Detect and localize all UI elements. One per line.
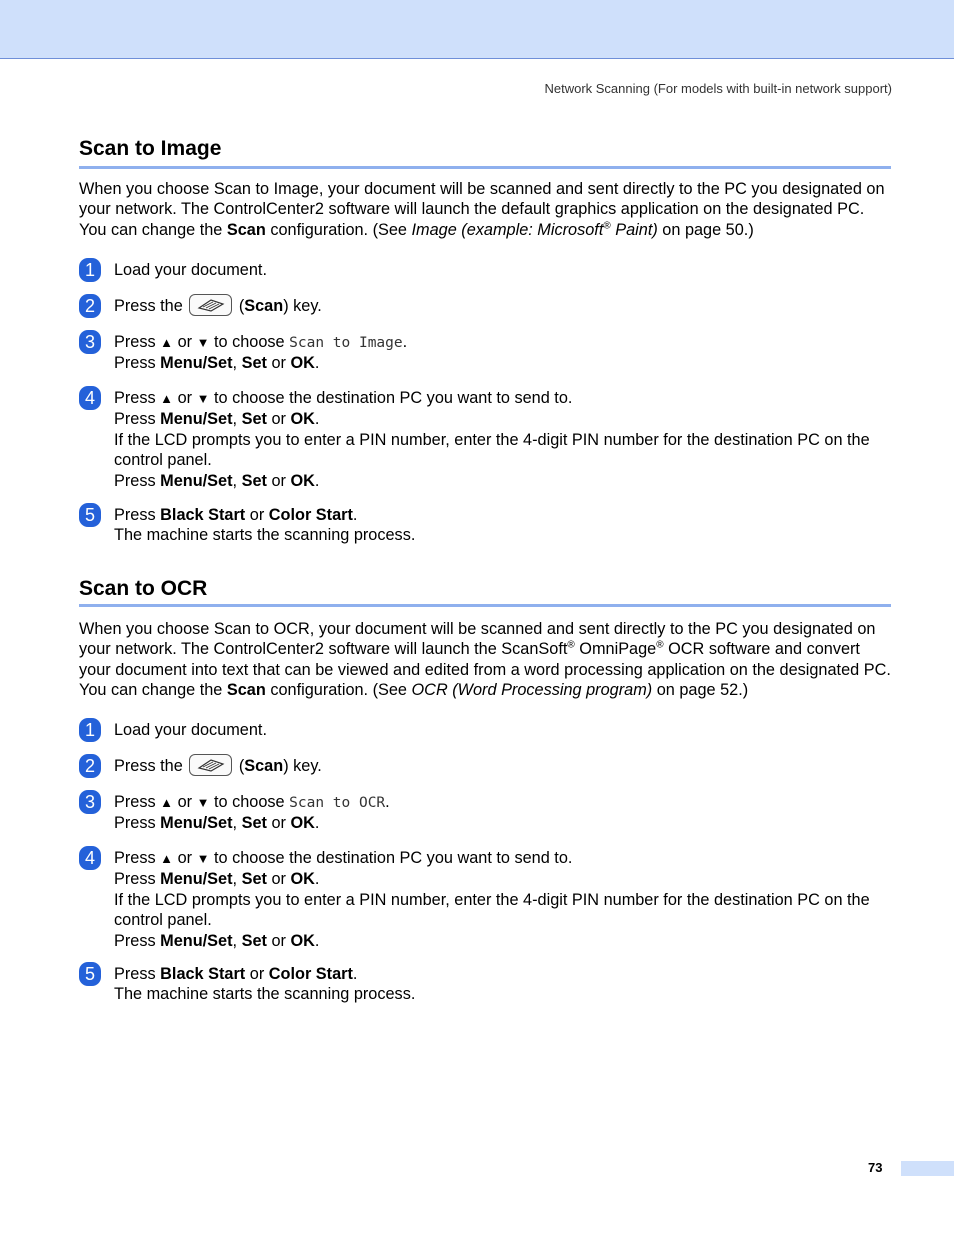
step-text: Press ▲ or ▼ to choose Scan to OCR. xyxy=(114,793,390,811)
step-number-badge: 3 xyxy=(79,790,101,814)
down-arrow-icon: ▼ xyxy=(196,335,210,350)
step-text: Press Menu/Set, Set or OK. xyxy=(114,354,320,373)
step-text: Press Menu/Set, Set or OK. xyxy=(114,814,320,833)
section-title-scan-to-ocr: Scan to OCR xyxy=(79,577,208,600)
step-text: Press Menu/Set, Set or OK. xyxy=(114,410,320,429)
step-number-badge: 5 xyxy=(79,962,101,986)
step-number-badge: 1 xyxy=(79,718,101,742)
step-text: The machine starts the scanning process. xyxy=(114,526,416,545)
down-arrow-icon: ▼ xyxy=(196,851,210,866)
step-number-badge: 4 xyxy=(79,386,101,410)
step-text: Press the (Scan) key. xyxy=(114,296,894,316)
down-arrow-icon: ▼ xyxy=(196,795,210,810)
step-note: If the LCD prompts you to enter a PIN number, enter the 4-digit PIN number for the destination PC on the control panel. xyxy=(114,430,870,470)
page-number: 73 xyxy=(868,1160,883,1175)
intro-paragraph: When you choose Scan to OCR, your document will be scanned and sent directly to the PC you designated on your network. The ControlCenter2 software will launch the ScanSoft® OmniPage® OCR software and convert your document into text that can be viewed and edited from a word processing application on the designated PC. You can change the Scan configuration. (See OCR (Word Processing program) on page 52.) xyxy=(79,620,891,700)
section-rule xyxy=(79,604,891,607)
header-band xyxy=(0,0,954,59)
step-text: Press ▲ or ▼ to choose the destination PC you want to send to. xyxy=(114,389,573,407)
step-number-badge: 5 xyxy=(79,503,101,527)
up-arrow-icon: ▲ xyxy=(160,391,174,406)
intro-paragraph: When you choose Scan to Image, your document will be scanned and sent directly to the PC you designated on your network. The ControlCenter2 software will launch the default graphics application on the designated PC. You can change the Scan configuration. (See Image (example: Microsoft® Paint) on page 50.) xyxy=(79,180,885,239)
step-number-badge: 2 xyxy=(79,754,101,778)
step-number-badge: 3 xyxy=(79,330,101,354)
section-rule xyxy=(79,166,891,169)
step-note: If the LCD prompts you to enter a PIN number, enter the 4-digit PIN number for the destination PC on the control panel. xyxy=(114,890,870,930)
scan-key-icon xyxy=(189,294,232,316)
step-text: The machine starts the scanning process. xyxy=(114,985,416,1004)
footer-bar xyxy=(901,1161,954,1176)
step-number-badge: 4 xyxy=(79,846,101,870)
running-header: Network Scanning (For models with built-in network support) xyxy=(544,81,892,96)
step-text: Press the (Scan) key. xyxy=(114,756,894,776)
step-text: Press Menu/Set, Set or OK. xyxy=(114,870,320,889)
section-title-scan-to-image: Scan to Image xyxy=(79,137,222,160)
step-text: Press Black Start or Color Start. xyxy=(114,965,358,983)
step-text: Press Menu/Set, Set or OK. xyxy=(114,471,320,490)
step-text: Load your document. xyxy=(114,261,267,279)
step-text: Press Menu/Set, Set or OK. xyxy=(114,931,320,950)
up-arrow-icon: ▲ xyxy=(160,795,174,810)
step-text: Load your document. xyxy=(114,721,267,739)
lcd-menu-text: Scan to Image xyxy=(289,335,403,351)
down-arrow-icon: ▼ xyxy=(196,391,210,406)
up-arrow-icon: ▲ xyxy=(160,851,174,866)
lcd-menu-text: Scan to OCR xyxy=(289,795,386,811)
step-number-badge: 2 xyxy=(79,294,101,318)
step-text: Press ▲ or ▼ to choose Scan to Image. xyxy=(114,333,408,351)
up-arrow-icon: ▲ xyxy=(160,335,174,350)
step-number-badge: 1 xyxy=(79,258,101,282)
step-text: Press Black Start or Color Start. xyxy=(114,506,358,524)
step-text: Press ▲ or ▼ to choose the destination PC you want to send to. xyxy=(114,849,573,867)
scan-key-icon xyxy=(189,754,232,776)
